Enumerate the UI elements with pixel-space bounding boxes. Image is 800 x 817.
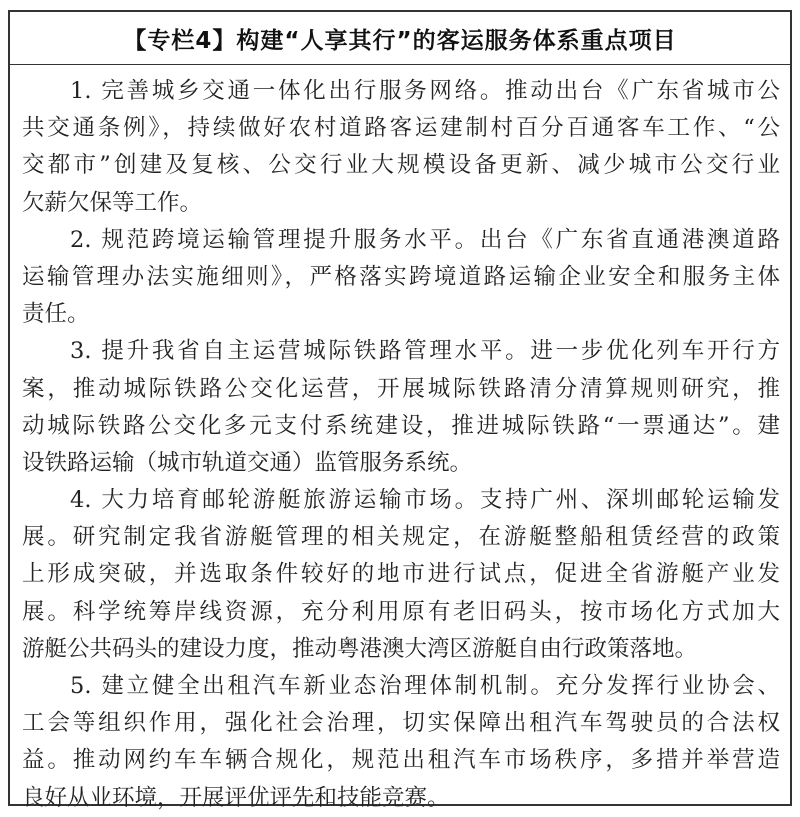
text-line: 共交通条例》，持续做好农村道路客运建制村百分百通客车工作、“公 <box>22 115 780 142</box>
paragraph-3 <box>22 333 780 482</box>
paragraph-5 <box>22 668 780 817</box>
text-line: 展。研究制定我省游艇管理的相关规定，在游艇整船租赁经营的政策 <box>22 524 780 551</box>
text-line: 2. 规范跨境运输管理提升服务水平。出台《广东省直通港澳道路 <box>70 226 780 253</box>
text-line: 5. 建立健全出租汽车新业态治理体制机制。充分发挥行业协会、 <box>70 673 780 699</box>
text-line: 益。推动网约车车辆合规化，规范出租汽车市场秩序，多措并举营造 <box>22 747 780 774</box>
feature-box <box>8 10 792 811</box>
paragraph-2 <box>22 222 780 334</box>
text-line: 3. 提升我省自主运营城际铁路管理水平。进一步优化列车开行方 <box>70 338 780 365</box>
text-line: 上形成突破，并选取条件较好的地市进行试点，促进全省游艇产业发 <box>22 561 780 588</box>
text-line: 动城际铁路公交化多元支付系统建设，推进城际铁路“一票通达”。建 <box>22 412 780 439</box>
text-line: 运输管理办法实施细则》，严格落实跨境道路运输企业安全和服务主体 <box>22 263 780 290</box>
paragraph-1 <box>22 73 780 222</box>
text-line: 4. 大力培育邮轮游艇旅游运输市场。支持广州、深圳邮轮运输发 <box>70 487 780 514</box>
text-line: 1. 完善城乡交通一体化出行服务网络。推动出台《广东省城市公 <box>70 78 780 104</box>
text-line: 欠薪欠保等工作。 <box>22 189 203 216</box>
text-line: 游艇公共码头的建设力度，推动粤港澳大湾区游艇自由行政策落地。 <box>22 635 698 662</box>
text-line: 良好从业环境，开展评优评先和技能竞赛。 <box>22 784 450 811</box>
text-line: 交都市”创建及复核、公交行业大规模设备更新、减少城市公交行业 <box>22 152 780 179</box>
box-content <box>10 65 790 817</box>
paragraph-4 <box>22 482 780 668</box>
text-line: 展。科学统筹岸线资源，充分利用原有老旧码头，按市场化方式加大 <box>22 598 780 625</box>
box-title: 【专栏4】构建“人享其行”的客运服务体系重点项目 <box>10 12 790 65</box>
text-line: 设铁路运输（城市轨道交通）监管服务系统。 <box>22 449 473 476</box>
text-line: 责任。 <box>22 301 90 328</box>
text-line: 工会等组织作用，强化社会治理，切实保障出租汽车驾驶员的合法权 <box>22 710 780 737</box>
text-line: 案，推动城际铁路公交化运营，开展城际铁路清分清算规则研究，推 <box>22 375 780 402</box>
